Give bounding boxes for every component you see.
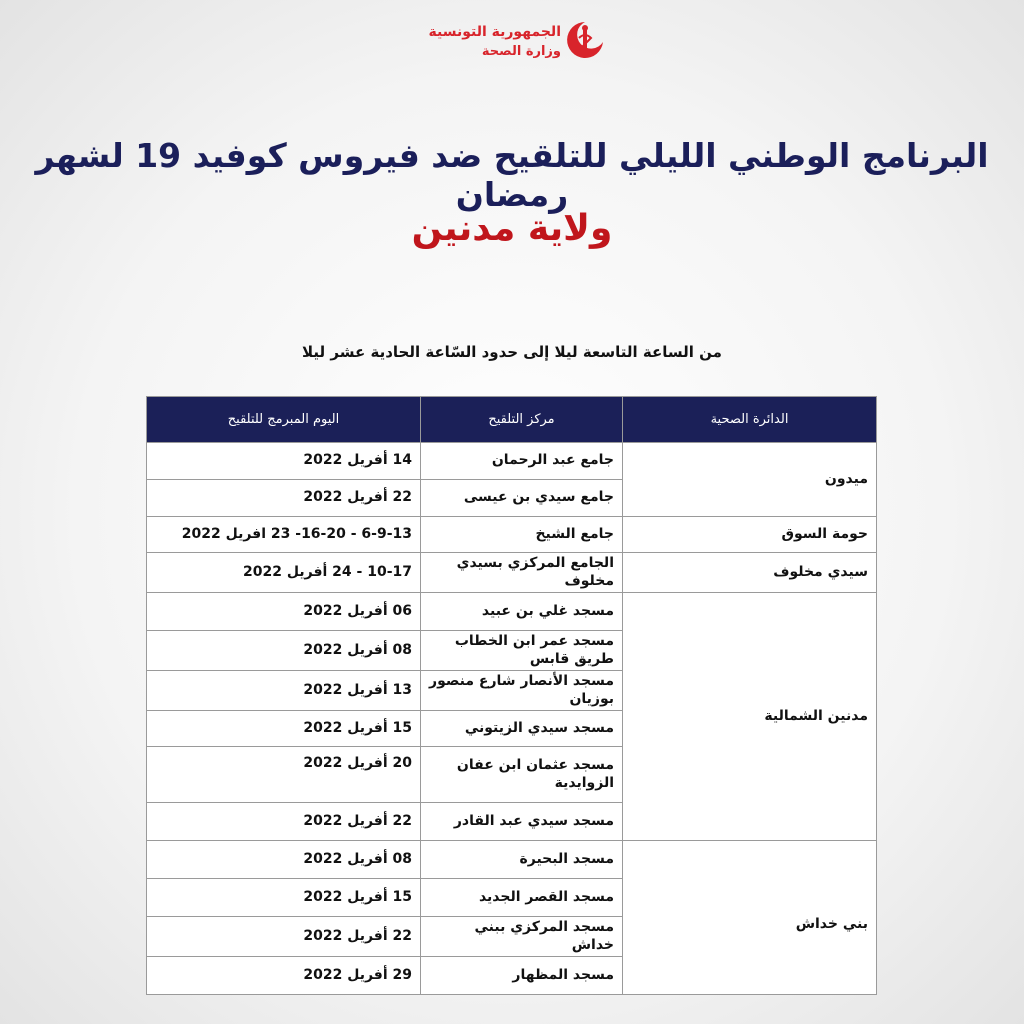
center-cell: جامع عبد الرحمان bbox=[421, 443, 623, 480]
date-cell: 14 أفريل 2022 bbox=[147, 443, 421, 480]
center-cell: جامع الشيخ bbox=[421, 517, 623, 553]
center-cell: مسجد غلي بن عبيد bbox=[421, 593, 623, 631]
date-cell: 6-9-13 - 16-20- 23 افريل 2022 bbox=[147, 517, 421, 553]
ministry-emblem-icon bbox=[565, 18, 605, 66]
table-row bbox=[147, 553, 877, 593]
district-cell: ميدون bbox=[623, 443, 877, 517]
date-cell: 22 أفريل 2022 bbox=[147, 480, 421, 517]
date-cell: 22 أفريل 2022 bbox=[147, 803, 421, 841]
ministry-name: وزارة الصحة bbox=[481, 44, 561, 59]
table-header-row bbox=[147, 397, 877, 443]
center-cell: مسجد المظهار bbox=[421, 957, 623, 995]
header-center: مركز التلقيح bbox=[421, 397, 623, 443]
table-row bbox=[147, 841, 877, 879]
date-cell: 13 أفريل 2022 bbox=[147, 671, 421, 711]
vaccination-schedule-table bbox=[146, 396, 877, 995]
org-name: الجمهورية التونسية bbox=[428, 24, 561, 40]
page-title: البرنامج الوطني الليلي للتلقيح ضد فيروس كوفيد 19 لشهر رمضان bbox=[35, 136, 989, 214]
center-cell: مسجد سيدي الزيتوني bbox=[421, 711, 623, 747]
center-cell: مسجد عثمان ابن عفان الزوايدية bbox=[421, 747, 623, 803]
center-cell: مسجد عمر ابن الخطاب طريق قابس bbox=[421, 631, 623, 671]
center-cell: مسجد البحيرة bbox=[421, 841, 623, 879]
table-row bbox=[147, 593, 877, 631]
page-subtitle: ولاية مدنين bbox=[411, 208, 613, 249]
district-cell: مدنين الشمالية bbox=[623, 593, 877, 841]
district-cell: حومة السوق bbox=[623, 517, 877, 553]
date-cell: 22 أفريل 2022 bbox=[147, 917, 421, 957]
district-cell: بني خداش bbox=[623, 841, 877, 995]
table-row bbox=[147, 443, 877, 480]
date-cell: 15 أفريل 2022 bbox=[147, 711, 421, 747]
center-cell: مسجد الأنصار شارع منصور بوزيان bbox=[421, 671, 623, 711]
date-cell: 29 أفريل 2022 bbox=[147, 957, 421, 995]
date-cell: 20 أفريل 2022 bbox=[147, 747, 421, 803]
header-district: الدائرة الصحية bbox=[623, 397, 877, 443]
center-cell: مسجد القصر الجديد bbox=[421, 879, 623, 917]
date-cell: 15 أفريل 2022 bbox=[147, 879, 421, 917]
hours-note: من الساعة التاسعة ليلا إلى حدود السّاعة الحادية عشر ليلا bbox=[302, 343, 722, 361]
header-date: اليوم المبرمج للتلقيح bbox=[147, 397, 421, 443]
center-cell: جامع سيدي بن عيسى bbox=[421, 480, 623, 517]
date-cell: 08 أفريل 2022 bbox=[147, 841, 421, 879]
table-row bbox=[147, 517, 877, 553]
center-cell: مسجد المركزي ببني خداش bbox=[421, 917, 623, 957]
date-cell: 08 أفريل 2022 bbox=[147, 631, 421, 671]
date-cell: 06 أفريل 2022 bbox=[147, 593, 421, 631]
center-cell: الجامع المركزي بسيدي مخلوف bbox=[421, 553, 623, 593]
ministry-logo bbox=[425, 18, 605, 66]
date-cell: 10-17 - 24 أفريل 2022 bbox=[147, 553, 421, 593]
center-cell: مسجد سيدي عبد القادر bbox=[421, 803, 623, 841]
district-cell: سيدي مخلوف bbox=[623, 553, 877, 593]
